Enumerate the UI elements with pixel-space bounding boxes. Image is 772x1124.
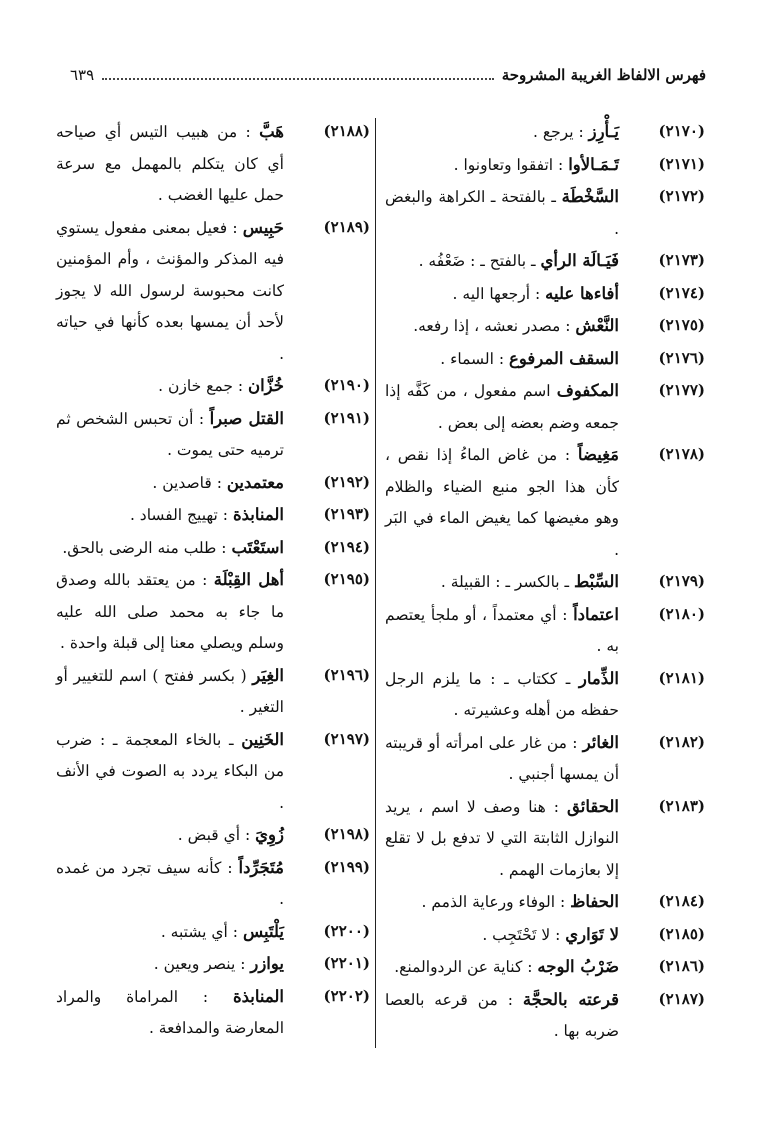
entry-definition: ـ بالكسر ـ : القبيلة . — [440, 573, 575, 591]
entry-term: القتل صبراً — [209, 408, 284, 428]
entry-number: (٢١٧٠) — [658, 122, 705, 140]
entry-term: أفاءها عليه — [545, 283, 619, 303]
glossary-entry — [56, 403, 370, 467]
entry-number: (٢١٩٣) — [323, 505, 370, 523]
glossary-entry — [56, 467, 370, 500]
glossary-entry — [385, 149, 705, 182]
entry-number: (٢١٩٠) — [323, 376, 370, 394]
glossary-entry — [385, 116, 705, 149]
entry-number: (٢٢٠٠) — [323, 921, 370, 940]
column-divider — [375, 118, 376, 1048]
entry-definition: : فعيل بمعنى مفعول يستوي فيه المذكر والمؤنث ، وأم المؤمنين كانت محبوسة لرسول الله لا يجوز لأحد أن يمسها بعده كأنها في حياته . — [56, 218, 284, 363]
glossary-entry — [56, 724, 370, 820]
entry-definition: : من غاض الماءُ إذا نقص ، كأن هذا الجو منبع الضياء والظلام وهو مغيضها كما يغيض الماء في البَر . — [385, 446, 619, 559]
entry-definition: : من غار على امرأته أو قريبته أن يمسها أجنبي . — [385, 733, 619, 783]
entry-number: (٢١٩٤) — [323, 537, 370, 556]
entry-definition: : يرجع . — [532, 123, 589, 141]
entry-definition: ـ بالفتحة ـ الكراهة والبغض . — [385, 188, 619, 238]
entry-definition: : المراماة والمراد المعارضة والمدافعة . — [56, 987, 284, 1037]
glossary-entry — [56, 948, 370, 981]
entry-term: فَيَـالَة الرأي — [540, 251, 619, 270]
entry-term: المكفوف — [556, 381, 619, 400]
entry-term: المنابذة — [232, 986, 284, 1006]
entry-number: (٢١٨٣) — [658, 796, 705, 815]
entry-number: (٢١٨٢) — [658, 732, 705, 751]
entry-number: (٢١٧٣) — [658, 251, 705, 269]
entry-term: السَّخْطَة — [561, 187, 619, 206]
entry-number: (٢١٩٦) — [323, 665, 370, 684]
entry-number: (٢١٩٩) — [323, 857, 370, 876]
page-number: ٦٣٩ — [70, 66, 95, 84]
entry-term: حَبِيس — [242, 217, 284, 237]
entry-definition: : تهييج الفساد . — [129, 506, 233, 524]
entry-number: (٢١٨٠) — [658, 604, 705, 623]
entry-term: يَـأْرِز — [588, 122, 619, 141]
entry-term: الخَنِين — [241, 729, 284, 749]
entry-definition: ـ بالخاء المعجمة ـ : ضرب من البكاء يردد به الصوت في الأنف . — [56, 730, 284, 812]
entry-term: قرعته بالحجَّة — [522, 989, 619, 1009]
entry-number: (٢١٨٨) — [323, 122, 370, 140]
entry-definition: : أي قبض . — [177, 826, 256, 844]
entry-term: ضَرْبُ الوجه — [537, 957, 619, 976]
entry-term: الذِّمار — [578, 668, 619, 688]
entry-definition: : أي يشتبه . — [160, 922, 243, 941]
entry-term: اعتماداً — [573, 604, 619, 624]
running-title: فهرس الالفاظ الغريبة المشروحة — [501, 66, 706, 84]
entry-number: (٢١٩٥) — [323, 570, 370, 588]
entry-definition: ( بكسر ففتح ) اسم للتغيير أو التغير . — [56, 666, 284, 716]
entry-definition: : من يعتقد بالله وصدق ما جاء به محمد صلى الله عليه وسلم ويصلي معنا إلى قبلة واحدة . — [56, 571, 284, 652]
entry-term: الحقائق — [567, 796, 619, 816]
page-header — [70, 60, 706, 90]
glossary-entry — [56, 564, 370, 660]
entry-term: المنابذة — [232, 505, 284, 524]
entry-definition: : أي معتمداً ، أو ملجأ يعتصم به . — [385, 605, 619, 655]
entry-definition: : أرجعها اليه . — [452, 284, 546, 303]
glossary-entry — [385, 984, 705, 1048]
entry-term: يَلْتَبِس — [242, 921, 284, 941]
entry-definition: ـ ككتاب ـ : ما يلزم الرجل حفظه من أهله وعشيرته . — [385, 669, 619, 719]
entry-definition: : هنا وصف لا اسم ، يريد النوازل الثابتة التي لا تدفع بل لا تقلع إلا بعازمات الهمم . — [385, 797, 619, 879]
entry-definition: : مصدر نعشه ، إذا رفعه. — [413, 317, 576, 335]
entry-definition: : طلب منه الرضى بالحق. — [62, 538, 232, 557]
entry-definition: : اتفقوا وتعاونوا . — [453, 155, 569, 174]
entry-definition: : الوفاء ورعاية الذمم . — [421, 893, 571, 911]
glossary-entry — [385, 245, 705, 278]
entry-term: معتمدين — [226, 472, 284, 492]
entry-number: (٢١٩١) — [323, 408, 370, 427]
glossary-entry — [385, 886, 705, 919]
entry-term: لا تَوَاري — [565, 924, 619, 944]
glossary-entry — [56, 370, 370, 403]
entry-term: الحفاظ — [570, 892, 619, 911]
entry-number: (٢١٧٢) — [658, 187, 705, 205]
entry-term: يوازر — [250, 954, 284, 973]
entry-number: (٢٢٠٢) — [323, 986, 370, 1005]
entry-term: السِّبْط — [574, 572, 619, 591]
leader-dots — [102, 78, 494, 80]
glossary-entry — [385, 278, 705, 311]
entry-number: (٢١٩٢) — [323, 472, 370, 491]
entry-term: السقف المرفوع — [508, 348, 619, 368]
glossary-entry — [56, 981, 370, 1045]
glossary-entry — [385, 663, 705, 727]
right-column — [385, 116, 705, 1048]
entry-number: (٢١٩٨) — [323, 825, 370, 843]
entry-term: هَبَّ — [259, 122, 284, 141]
entry-number: (٢١٨٤) — [658, 892, 705, 910]
entry-definition: : السماء . — [440, 349, 509, 368]
entry-term: أهل القِبْلَة — [213, 570, 284, 589]
entry-definition: : ينصر ويعين . — [153, 955, 251, 973]
left-column — [56, 116, 370, 1045]
glossary-entry — [385, 791, 705, 887]
glossary-entry — [385, 951, 705, 984]
entry-definition: : كناية عن الردوالمنع. — [394, 958, 538, 976]
glossary-entry — [385, 343, 705, 376]
glossary-entry — [385, 566, 705, 599]
entry-definition: : من هبيب التيس أي صياحه أي كان يتكلم بالمهمل مع سرعة حمل عليها الغضب . — [56, 123, 284, 204]
entry-number: (٢١٧٧) — [658, 381, 705, 399]
entry-term: الغائر — [582, 732, 619, 752]
entry-number: (٢١٧٦) — [658, 348, 705, 367]
glossary-entry — [385, 727, 705, 791]
entry-term: تَـمَـالأوا — [568, 154, 619, 174]
entry-number: (٢١٧١) — [658, 154, 705, 173]
glossary-entry — [385, 439, 705, 566]
entry-term: الغِيَر — [252, 665, 284, 685]
glossary-entry — [385, 919, 705, 952]
glossary-entry — [56, 212, 370, 371]
entry-number: (٢١٧٤) — [658, 283, 705, 302]
entry-definition: اسم مفعول ، من كَفَّه إذا جمعه وضم بعضه إلى بعض . — [385, 382, 619, 432]
entry-definition: : قاصدين . — [152, 473, 227, 492]
glossary-entry — [56, 532, 370, 565]
entry-definition: : كأنه سيف تجرد من غمده . — [56, 858, 284, 908]
entry-term: خُزَّان — [247, 376, 284, 395]
glossary-entry — [385, 599, 705, 663]
glossary-entry — [385, 181, 705, 245]
glossary-entry — [56, 916, 370, 949]
entry-number: (٢١٨٩) — [323, 217, 370, 236]
glossary-entry — [56, 116, 370, 212]
entry-term: استَعْتَب — [231, 537, 284, 557]
entry-number: (٢١٧٥) — [658, 316, 705, 334]
entry-definition: : من قرعه بالعصا ضربه بها . — [385, 990, 619, 1040]
entry-number: (٢٢٠١) — [323, 954, 370, 972]
entry-number: (٢١٧٨) — [658, 445, 705, 463]
entry-number: (٢١٨٧) — [658, 989, 705, 1008]
entry-term: مُتَجَرِّداً — [238, 857, 284, 877]
entry-number: (٢١٨١) — [658, 668, 705, 687]
entry-term: مَغِيضاً — [577, 445, 619, 464]
entry-definition: : لا تَحْتَجِب . — [482, 925, 566, 944]
entry-term: زُوِيَ — [255, 825, 284, 844]
entry-number: (٢١٨٦) — [658, 957, 705, 975]
entry-definition: ـ بالفتح ـ : ضَعْفُه . — [418, 252, 541, 270]
glossary-entry — [56, 852, 370, 916]
glossary-entry — [56, 499, 370, 532]
glossary-entry — [56, 660, 370, 724]
glossary-entry — [385, 310, 705, 343]
entry-definition: : جمع خازن . — [158, 377, 248, 395]
entry-definition: : أن تحبس الشخص ثم ترميه حتى يموت . — [56, 409, 284, 459]
glossary-entry — [56, 819, 370, 852]
glossary-entry — [385, 375, 705, 439]
entry-term: النَّعْش — [575, 316, 619, 335]
entry-number: (٢١٩٧) — [323, 729, 370, 748]
entry-number: (٢١٧٩) — [658, 572, 705, 590]
entry-number: (٢١٨٥) — [658, 924, 705, 943]
